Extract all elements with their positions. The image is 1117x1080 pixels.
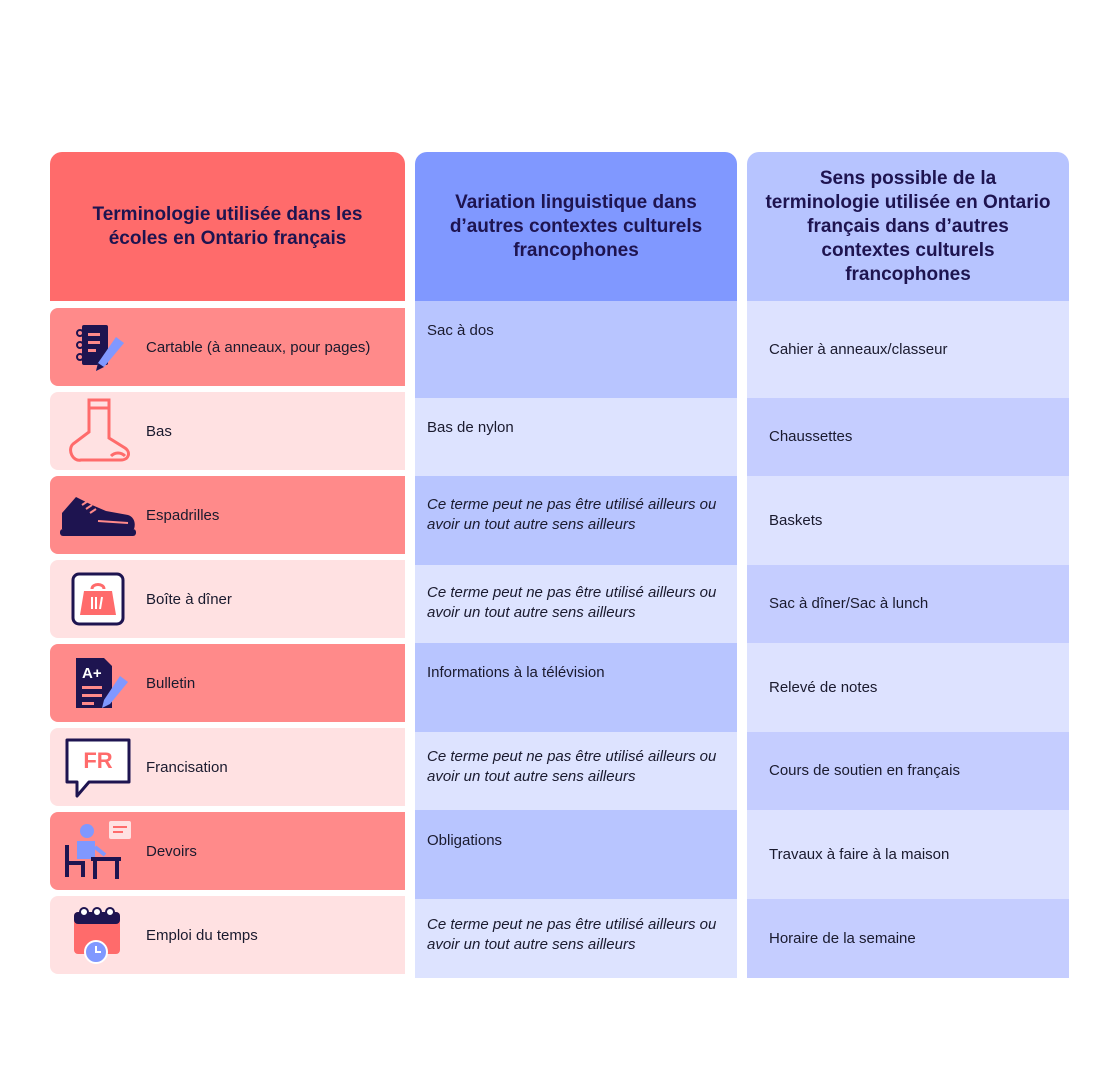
terminology-column — [50, 152, 405, 980]
term-row-bas — [50, 392, 405, 470]
lunch-bag-icon — [50, 571, 146, 627]
term-label: Bas — [146, 422, 172, 440]
term-label: Devoirs — [146, 842, 197, 860]
term-row-emploi-du-temps — [50, 896, 405, 974]
sense-cell: Travaux à faire à la maison — [747, 810, 1069, 899]
term-label: Cartable (à anneaux, pour pages) — [146, 338, 371, 356]
column-header-sense: Sens possible de la terminologie utilisée en Ontario français dans d’autres contextes culturels francophones — [747, 152, 1069, 301]
variation-cell: Sac à dos — [415, 301, 737, 398]
report-card-icon — [50, 654, 146, 712]
term-label: Boîte à dîner — [146, 590, 232, 608]
sense-cell: Horaire de la semaine — [747, 899, 1069, 978]
sock-icon — [50, 396, 146, 466]
column-header-terminology: Terminologie utilisée dans les écoles en Ontario français — [50, 152, 405, 301]
variation-cell: Ce terme peut ne pas être utilisé ailleurs ou avoir un tout autre sens ailleurs — [415, 565, 737, 643]
sense-cell: Baskets — [747, 476, 1069, 565]
binder-pencil-icon — [50, 319, 146, 375]
term-row-bulletin — [50, 644, 405, 722]
variation-cell: Ce terme peut ne pas être utilisé ailleurs ou avoir un tout autre sens ailleurs — [415, 476, 737, 565]
svg-text:A+: A+ — [82, 665, 102, 682]
sense-cell: Chaussettes — [747, 398, 1069, 476]
term-row-francisation — [50, 728, 405, 806]
term-label: Francisation — [146, 758, 228, 776]
fr-speech-bubble-icon — [50, 734, 146, 800]
sense-column — [747, 152, 1069, 978]
sense-cell: Sac à dîner/Sac à lunch — [747, 565, 1069, 643]
variation-cell: Ce terme peut ne pas être utilisé ailleurs ou avoir un tout autre sens ailleurs — [415, 899, 737, 978]
student-desk-icon — [50, 819, 146, 883]
sense-cell: Cahier à anneaux/classeur — [747, 301, 1069, 398]
sense-cell: Relevé de notes — [747, 643, 1069, 732]
variation-cell: Informations à la télévision — [415, 643, 737, 732]
sense-cell: Cours de soutien en français — [747, 732, 1069, 810]
term-label: Bulletin — [146, 674, 196, 692]
variation-cell: Obligations — [415, 810, 737, 899]
term-row-boite-a-diner — [50, 560, 405, 638]
svg-text:FR: FR — [83, 748, 113, 773]
variation-column — [415, 152, 737, 978]
term-label: Emploi du temps — [146, 926, 258, 944]
calendar-clock-icon — [50, 904, 146, 966]
variation-cell: Ce terme peut ne pas être utilisé ailleurs ou avoir un tout autre sens ailleurs — [415, 732, 737, 810]
term-label: Espadrilles — [146, 506, 220, 524]
term-row-cartable — [50, 308, 405, 386]
term-row-espadrilles — [50, 476, 405, 554]
variation-cell: Bas de nylon — [415, 398, 737, 476]
term-row-devoirs — [50, 812, 405, 890]
column-header-variation: Variation linguistique dans d’autres contextes culturels francophones — [415, 152, 737, 301]
sneaker-icon — [50, 491, 146, 539]
